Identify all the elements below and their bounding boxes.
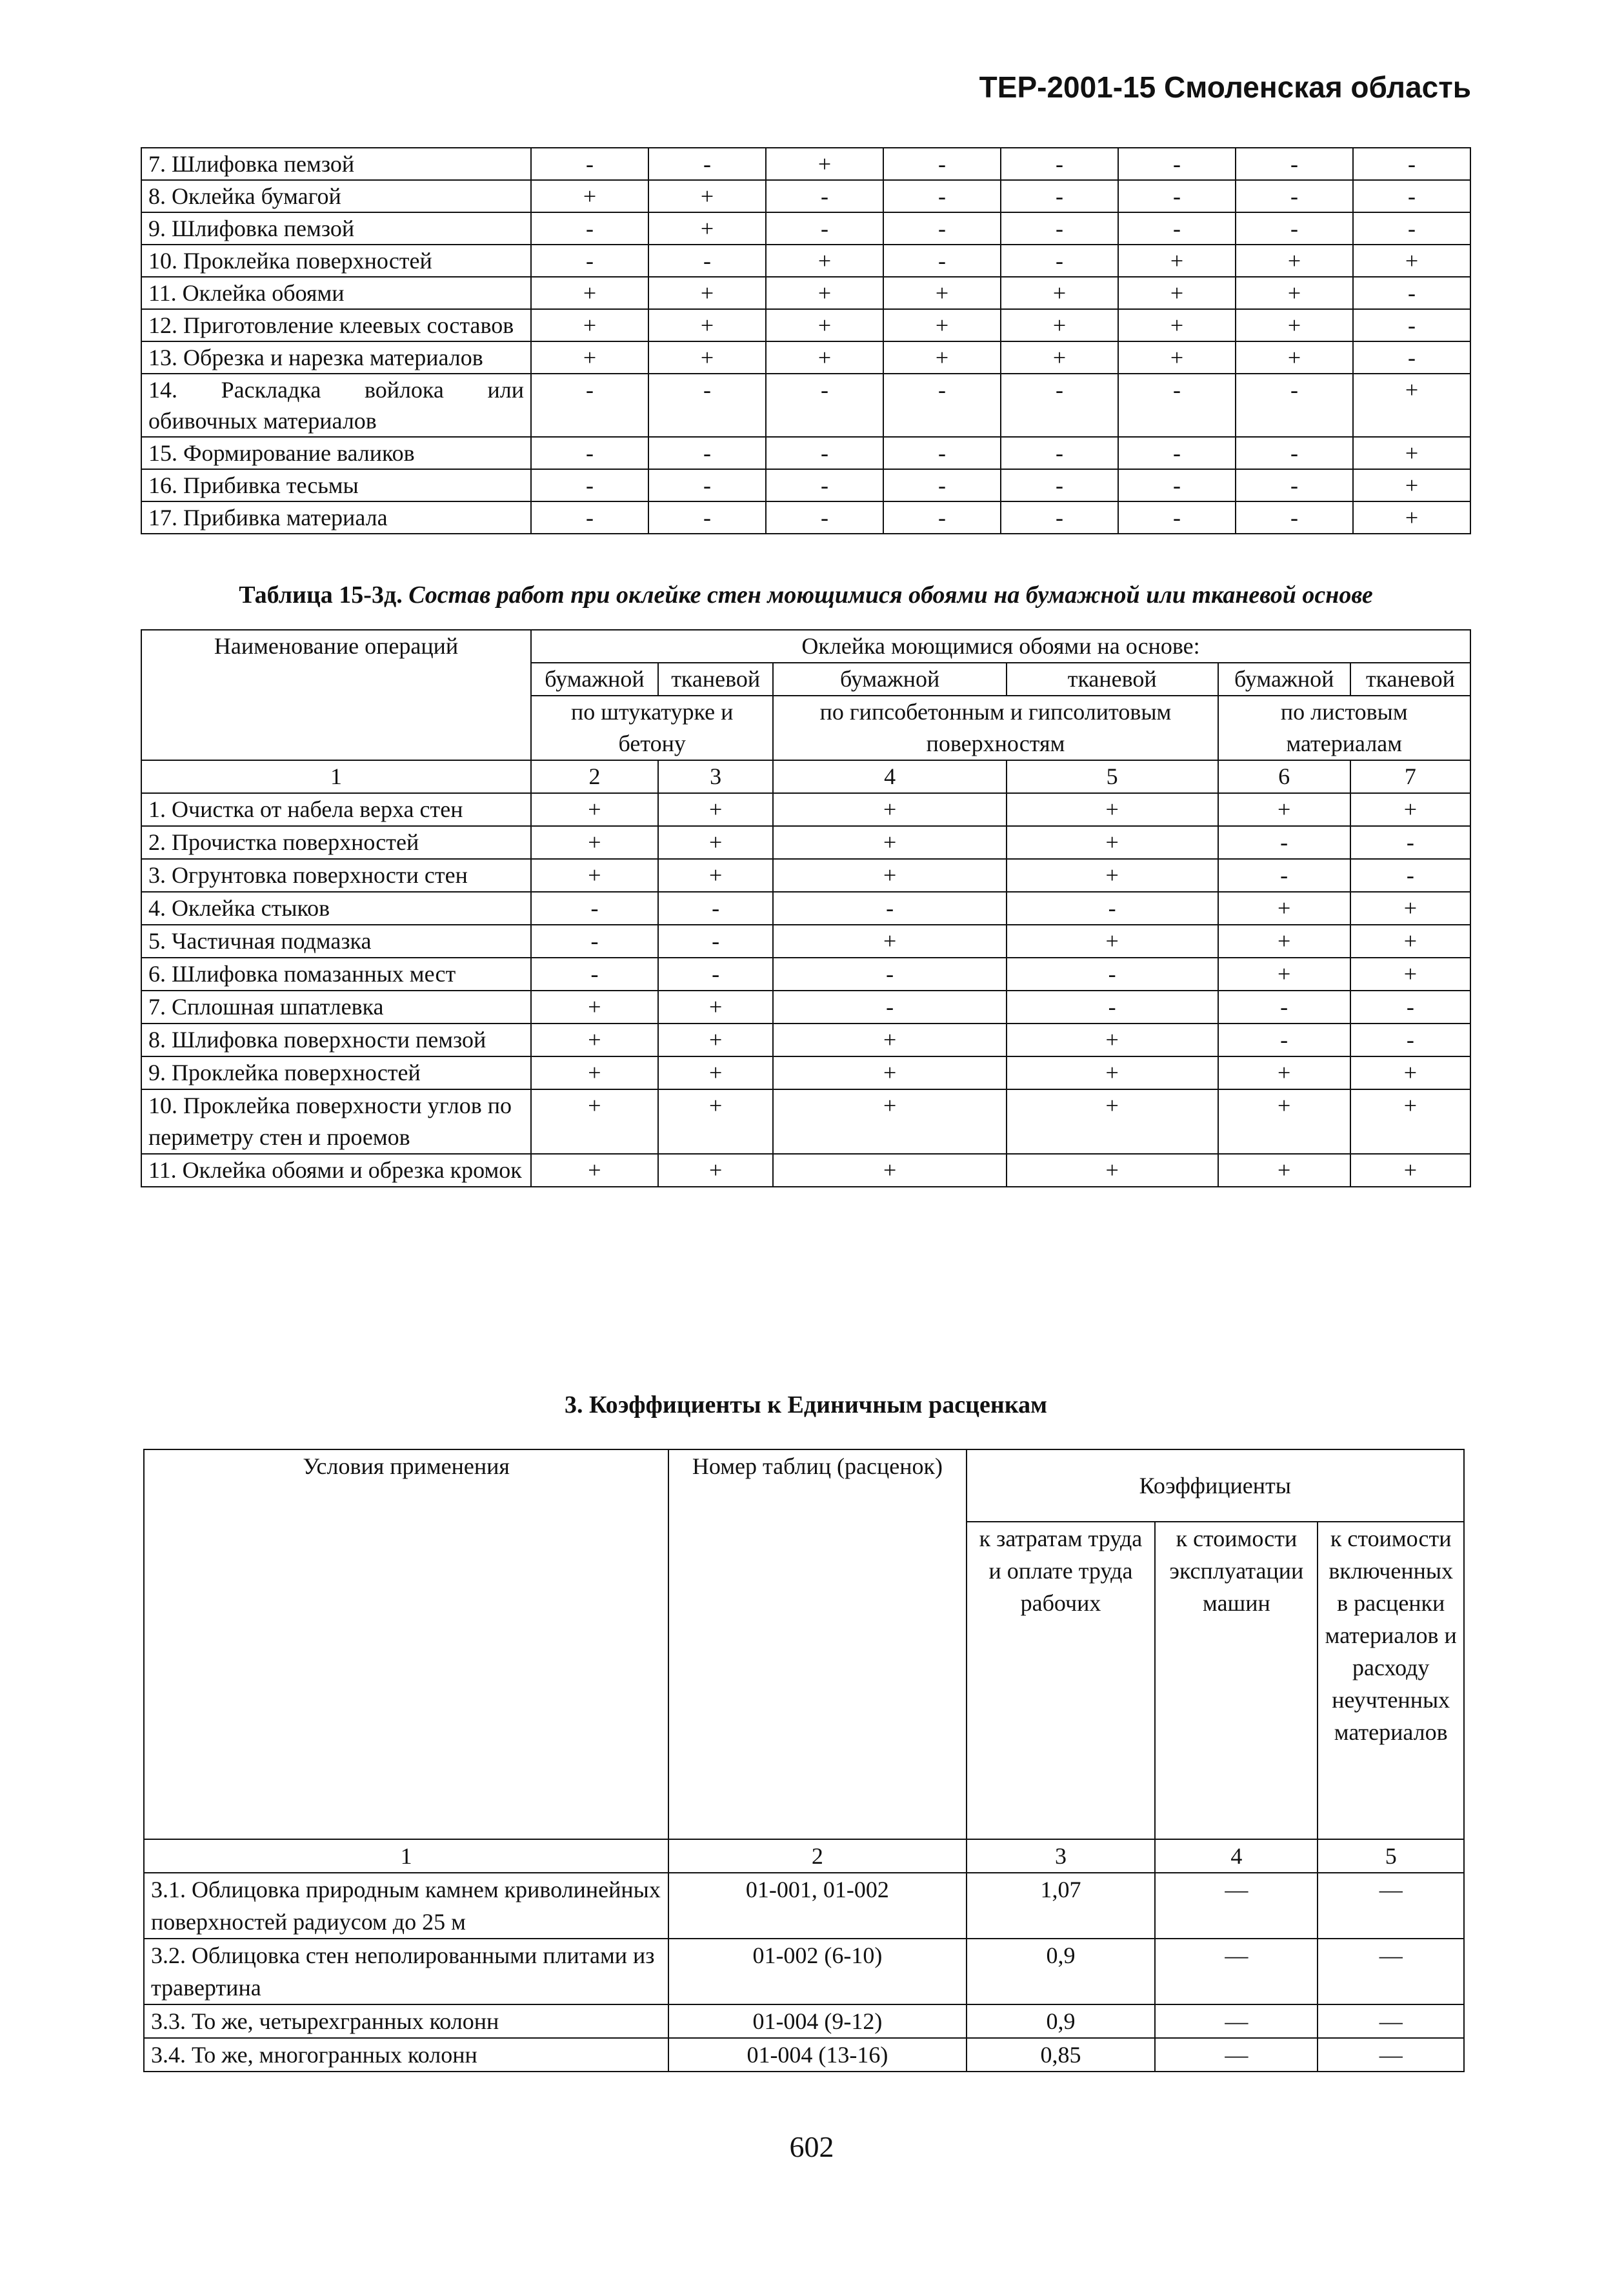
operation-mark: -	[1218, 826, 1350, 859]
operation-mark: +	[773, 1154, 1006, 1187]
column-number: 2	[531, 760, 658, 793]
header-surface: по штукатурке и бетону	[531, 696, 773, 760]
operation-mark: -	[766, 212, 883, 245]
table-row	[141, 1024, 1470, 1056]
operation-mark: -	[648, 501, 766, 534]
machines-coefficient: —	[1155, 1873, 1318, 1939]
operation-mark: +	[648, 309, 766, 341]
operation-mark: +	[1118, 309, 1236, 341]
table-row	[141, 469, 1470, 501]
table-15-3d	[141, 629, 1471, 1187]
machines-coefficient: —	[1155, 2038, 1318, 2072]
operation-mark: -	[766, 374, 883, 437]
operation-mark: -	[1001, 437, 1118, 469]
header-table-number: Номер таблиц (расценок)	[668, 1449, 966, 1522]
operation-mark: +	[1118, 277, 1236, 309]
operation-mark: +	[766, 341, 883, 374]
operation-name: 5. Частичная подмазка	[141, 925, 531, 958]
operation-mark: +	[1236, 309, 1353, 341]
machines-coefficient: —	[1155, 2004, 1318, 2038]
operation-mark: -	[1353, 148, 1470, 180]
table-row	[141, 793, 1470, 826]
coefficients-table	[143, 1449, 1465, 2072]
header-base: бумажной	[531, 663, 658, 696]
operation-name: 3. Огрунтовка поверхности стен	[141, 859, 531, 892]
operation-mark: +	[658, 1056, 774, 1089]
coefficients-table-body	[144, 1449, 1464, 2072]
operation-mark: -	[1353, 309, 1470, 341]
table-continuation-body	[141, 148, 1470, 534]
table-header-row	[144, 1449, 1464, 1522]
table-number: 01-001, 01-002	[668, 1873, 966, 1939]
table-row	[141, 826, 1470, 859]
operation-mark: +	[658, 1154, 774, 1187]
operation-mark: -	[531, 925, 658, 958]
operation-mark: -	[1350, 1024, 1470, 1056]
operation-name: 9. Проклейка поверхностей	[141, 1056, 531, 1089]
header-operations: Наименование операций	[141, 630, 531, 760]
operation-mark: -	[1353, 212, 1470, 245]
column-number: 2	[668, 1839, 966, 1873]
table-row	[141, 374, 1470, 437]
column-number: 3	[658, 760, 774, 793]
operation-mark: -	[1001, 180, 1118, 212]
operation-name: 7. Сплошная шпатлевка	[141, 991, 531, 1024]
operation-mark: +	[1001, 277, 1118, 309]
operation-mark: -	[766, 501, 883, 534]
operation-name: 7. Шлифовка пемзой	[141, 148, 531, 180]
header-base: бумажной	[1218, 663, 1350, 696]
condition-text: 3.4. То же, многогранных колонн	[144, 2038, 668, 2072]
operation-mark: +	[1218, 892, 1350, 925]
operation-mark: +	[1007, 859, 1218, 892]
operation-mark: +	[658, 826, 774, 859]
column-number: 4	[1155, 1839, 1318, 1873]
operation-mark: -	[648, 469, 766, 501]
operation-mark: -	[1001, 501, 1118, 534]
operation-mark: +	[773, 1024, 1006, 1056]
operation-mark: -	[773, 892, 1006, 925]
operation-name: 14. Раскладка войлока или обивочных материалов	[141, 374, 531, 437]
operation-mark: +	[531, 859, 658, 892]
table-continuation	[141, 147, 1471, 534]
operation-name: 9. Шлифовка пемзой	[141, 212, 531, 245]
table-row	[141, 309, 1470, 341]
operation-mark: +	[1353, 469, 1470, 501]
operation-mark: -	[531, 501, 648, 534]
operation-mark: -	[648, 245, 766, 277]
labor-coefficient: 0,85	[967, 2038, 1156, 2072]
table-row	[141, 277, 1470, 309]
operation-mark: -	[531, 374, 648, 437]
operation-mark: +	[773, 793, 1006, 826]
operation-mark: +	[1118, 341, 1236, 374]
operation-mark: -	[531, 245, 648, 277]
table-15-3d-body	[141, 630, 1470, 1187]
operation-mark: +	[1007, 826, 1218, 859]
operation-mark: +	[1218, 1089, 1350, 1154]
operation-mark: -	[883, 180, 1001, 212]
operation-mark: +	[658, 1089, 774, 1154]
table-row	[141, 1154, 1470, 1187]
operation-mark: -	[1236, 501, 1353, 534]
materials-coefficient: —	[1318, 1939, 1464, 2004]
operation-name: 8. Шлифовка поверхности пемзой	[141, 1024, 531, 1056]
operation-mark: +	[1007, 925, 1218, 958]
operation-mark: -	[1236, 374, 1353, 437]
operation-mark: -	[1236, 212, 1353, 245]
table-row	[141, 892, 1470, 925]
operation-mark: +	[531, 180, 648, 212]
operation-mark: -	[1218, 1024, 1350, 1056]
header-wallpaper-group: Оклейка моющимися обоями на основе:	[531, 630, 1470, 663]
operation-name: 4. Оклейка стыков	[141, 892, 531, 925]
operation-mark: -	[1118, 469, 1236, 501]
operation-mark: -	[531, 469, 648, 501]
operation-mark: +	[658, 991, 774, 1024]
operation-mark: -	[1118, 180, 1236, 212]
operation-mark: -	[1218, 859, 1350, 892]
operation-mark: -	[1350, 859, 1470, 892]
operation-mark: -	[1001, 212, 1118, 245]
page-number: 602	[789, 2130, 834, 2163]
operation-mark: +	[1353, 245, 1470, 277]
table-row	[144, 2038, 1464, 2072]
table-row	[141, 925, 1470, 958]
operation-mark: -	[883, 245, 1001, 277]
operation-mark: +	[1218, 925, 1350, 958]
operation-name: 11. Оклейка обоями и обрезка кромок	[141, 1154, 531, 1187]
operation-mark: -	[531, 437, 648, 469]
table-row	[141, 859, 1470, 892]
header-surface: по листовым материалам	[1218, 696, 1470, 760]
operation-mark: +	[531, 1154, 658, 1187]
operation-mark: +	[648, 341, 766, 374]
table-row	[141, 180, 1470, 212]
operation-mark: +	[883, 309, 1001, 341]
operation-mark: +	[766, 148, 883, 180]
operation-mark: +	[1236, 341, 1353, 374]
labor-coefficient: 0,9	[967, 1939, 1156, 2004]
operation-name: 11. Оклейка обоями	[141, 277, 531, 309]
column-number: 5	[1007, 760, 1218, 793]
operation-name: 1. Очистка от набела верха стен	[141, 793, 531, 826]
column-number: 4	[773, 760, 1006, 793]
operation-mark: -	[531, 958, 658, 991]
operation-mark: -	[1236, 148, 1353, 180]
table-15-3d-caption	[141, 581, 1471, 609]
table-caption-label: Таблица 15-3д.	[239, 581, 403, 609]
table-number: 01-002 (6-10)	[668, 1939, 966, 2004]
operation-mark: -	[1353, 277, 1470, 309]
operation-mark: -	[883, 501, 1001, 534]
operation-mark: -	[1353, 341, 1470, 374]
operation-mark: -	[1236, 437, 1353, 469]
operation-mark: -	[648, 374, 766, 437]
operation-mark: -	[883, 437, 1001, 469]
table-row	[144, 2004, 1464, 2038]
operation-mark: +	[531, 1089, 658, 1154]
operation-mark: +	[1353, 501, 1470, 534]
operation-mark: -	[1007, 991, 1218, 1024]
condition-text: 3.2. Облицовка стен неполированными плитами из травертина	[144, 1939, 668, 2004]
column-number: 5	[1318, 1839, 1464, 1873]
operation-name: 2. Прочистка поверхностей	[141, 826, 531, 859]
operation-mark: -	[1001, 374, 1118, 437]
operation-mark: +	[883, 341, 1001, 374]
operation-mark: +	[658, 793, 774, 826]
operation-mark: -	[531, 212, 648, 245]
operation-name: 13. Обрезка и нарезка материалов	[141, 341, 531, 374]
operation-mark: -	[1001, 148, 1118, 180]
operation-mark: +	[648, 277, 766, 309]
operation-mark: +	[648, 180, 766, 212]
operation-mark: +	[773, 859, 1006, 892]
operation-mark: -	[766, 180, 883, 212]
operation-mark: +	[1353, 374, 1470, 437]
operation-mark: +	[773, 925, 1006, 958]
operation-mark: +	[766, 309, 883, 341]
operation-mark: +	[773, 1089, 1006, 1154]
operation-mark: -	[658, 958, 774, 991]
operation-name: 10. Проклейка поверхностей	[141, 245, 531, 277]
header-materials-coef: к стоимости включенных в расценки материалов и расходу неучтенных материалов	[1318, 1522, 1464, 1839]
operation-mark: +	[531, 277, 648, 309]
operation-mark: +	[1118, 245, 1236, 277]
operation-mark: +	[658, 859, 774, 892]
operation-name: 6. Шлифовка помазанных мест	[141, 958, 531, 991]
operation-mark: +	[1001, 309, 1118, 341]
operation-mark: +	[1350, 1154, 1470, 1187]
condition-text: 3.3. То же, четырехгранных колонн	[144, 2004, 668, 2038]
operation-mark: -	[658, 892, 774, 925]
table-row	[141, 501, 1470, 534]
operation-mark: +	[531, 991, 658, 1024]
machines-coefficient: —	[1155, 1939, 1318, 2004]
operation-mark: +	[773, 1056, 1006, 1089]
header-table-number-cont	[668, 1522, 966, 1839]
operation-mark: -	[531, 892, 658, 925]
operation-mark: +	[1350, 1056, 1470, 1089]
operation-mark: -	[883, 212, 1001, 245]
operation-mark: -	[1001, 469, 1118, 501]
operation-mark: -	[1236, 180, 1353, 212]
column-number: 7	[1350, 760, 1470, 793]
materials-coefficient: —	[1318, 2004, 1464, 2038]
table-row	[141, 245, 1470, 277]
operation-mark: +	[1350, 958, 1470, 991]
operation-mark: -	[1350, 991, 1470, 1024]
table-header-row	[141, 630, 1470, 663]
operation-mark: -	[1353, 180, 1470, 212]
operation-mark: +	[1007, 1089, 1218, 1154]
operation-name: 16. Прибивка тесьмы	[141, 469, 531, 501]
operation-mark: -	[1118, 212, 1236, 245]
labor-coefficient: 0,9	[967, 2004, 1156, 2038]
column-number: 1	[144, 1839, 668, 1873]
header-base: тканевой	[1007, 663, 1218, 696]
table-caption-text: Состав работ при оклейке стен моющимися обоями на бумажной или тканевой основе	[408, 581, 1373, 609]
operation-mark: -	[1118, 437, 1236, 469]
operation-mark: -	[883, 148, 1001, 180]
operation-mark: +	[1007, 1154, 1218, 1187]
operation-mark: +	[766, 245, 883, 277]
operation-mark: -	[766, 469, 883, 501]
operation-name: 8. Оклейка бумагой	[141, 180, 531, 212]
header-conditions: Условия применения	[144, 1449, 668, 1522]
operation-mark: -	[1236, 469, 1353, 501]
operation-mark: -	[531, 148, 648, 180]
operation-mark: +	[531, 1056, 658, 1089]
operation-mark: +	[1007, 1056, 1218, 1089]
table-row	[141, 958, 1470, 991]
header-machines-coef: к стоимости эксплуатации машин	[1155, 1522, 1318, 1839]
operation-mark: -	[883, 469, 1001, 501]
operation-mark: +	[1218, 1056, 1350, 1089]
column-number: 6	[1218, 760, 1350, 793]
table-row	[141, 212, 1470, 245]
operation-mark: -	[773, 991, 1006, 1024]
table-row	[144, 1939, 1464, 2004]
operation-mark: -	[648, 437, 766, 469]
operation-mark: +	[1236, 245, 1353, 277]
operation-mark: +	[1350, 793, 1470, 826]
operation-mark: +	[531, 341, 648, 374]
page-header-title: ТЕР-2001-15 Смоленская область	[979, 70, 1471, 104]
table-row	[144, 1873, 1464, 1939]
labor-coefficient: 1,07	[967, 1873, 1156, 1939]
column-number: 3	[967, 1839, 1156, 1873]
operation-mark: -	[1118, 148, 1236, 180]
table-row	[141, 1089, 1470, 1154]
operation-name: 12. Приготовление клеевых составов	[141, 309, 531, 341]
operation-mark: +	[1001, 341, 1118, 374]
operation-mark: +	[1350, 1089, 1470, 1154]
operation-mark: -	[766, 437, 883, 469]
operation-mark: +	[1218, 1154, 1350, 1187]
operation-mark: +	[1353, 437, 1470, 469]
operation-name: 15. Формирование валиков	[141, 437, 531, 469]
operation-mark: +	[1007, 1024, 1218, 1056]
table-row	[141, 1056, 1470, 1089]
materials-coefficient: —	[1318, 1873, 1464, 1939]
header-base: тканевой	[1350, 663, 1470, 696]
column-number-row	[141, 760, 1470, 793]
column-number: 1	[141, 760, 531, 793]
operation-name: 17. Прибивка материала	[141, 501, 531, 534]
condition-text: 3.1. Облицовка природным камнем криволинейных поверхностей радиусом до 25 м	[144, 1873, 668, 1939]
operation-mark: +	[766, 277, 883, 309]
operation-mark: +	[531, 309, 648, 341]
header-conditions-cont	[144, 1522, 668, 1839]
operation-mark: -	[1007, 892, 1218, 925]
operation-mark: +	[531, 826, 658, 859]
operation-mark: +	[531, 793, 658, 826]
operation-mark: -	[658, 925, 774, 958]
operation-mark: +	[883, 277, 1001, 309]
operation-mark: +	[1350, 925, 1470, 958]
operation-mark: +	[648, 212, 766, 245]
header-base: бумажной	[773, 663, 1006, 696]
materials-coefficient: —	[1318, 2038, 1464, 2072]
table-header-row	[144, 1522, 1464, 1839]
operation-mark: +	[773, 826, 1006, 859]
operation-mark: +	[1218, 793, 1350, 826]
column-number-row	[144, 1839, 1464, 1873]
operation-mark: +	[658, 1024, 774, 1056]
operation-name: 10. Проклейка поверхности углов по периметру стен и проемов	[141, 1089, 531, 1154]
operation-mark: -	[1007, 958, 1218, 991]
operation-mark: +	[1236, 277, 1353, 309]
header-labor-coef: к затратам труда и оплате труда рабочих	[967, 1522, 1156, 1839]
table-number: 01-004 (9-12)	[668, 2004, 966, 2038]
operation-mark: -	[1118, 501, 1236, 534]
table-row	[141, 437, 1470, 469]
header-coefficients: Коэффициенты	[967, 1449, 1464, 1522]
operation-mark: +	[1218, 958, 1350, 991]
operation-mark: -	[1001, 245, 1118, 277]
operation-mark: -	[1118, 374, 1236, 437]
operation-mark: -	[1350, 826, 1470, 859]
operation-mark: -	[883, 374, 1001, 437]
table-row	[141, 991, 1470, 1024]
operation-mark: +	[531, 1024, 658, 1056]
operation-mark: -	[1218, 991, 1350, 1024]
table-row	[141, 341, 1470, 374]
section-3-title: 3. Коэффициенты к Единичным расценкам	[564, 1391, 1048, 1418]
operation-mark: +	[1350, 892, 1470, 925]
operation-mark: +	[1007, 793, 1218, 826]
header-surface: по гипсобетонным и гипсолитовым поверхностям	[773, 696, 1218, 760]
operation-mark: -	[773, 958, 1006, 991]
table-number: 01-004 (13-16)	[668, 2038, 966, 2072]
header-base: тканевой	[658, 663, 774, 696]
table-row	[141, 148, 1470, 180]
operation-mark: -	[648, 148, 766, 180]
